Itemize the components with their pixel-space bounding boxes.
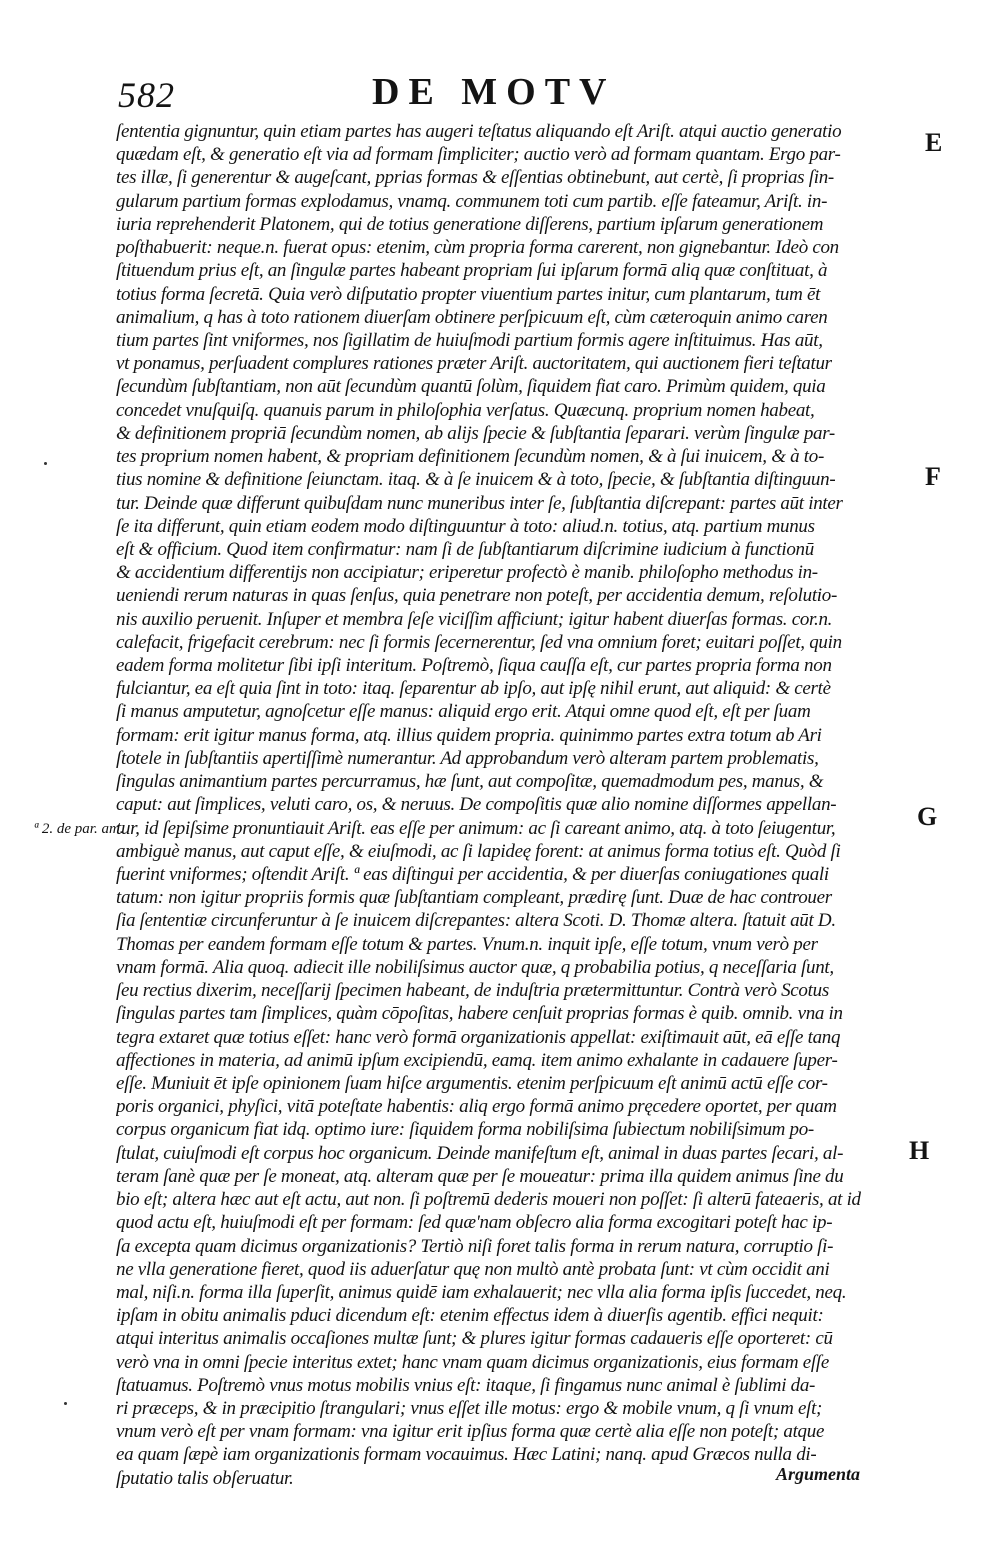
- text-line: ſtulat, cuiuſmodi eſt corpus hoc organicum. Deinde manifeſtum eſt, animal in duas partes ſecari, al-: [116, 1142, 844, 1164]
- text-line: quod actu eſt, huiuſmodi eſt per formam: ſed quæ'nam obſecro alia forma excogitari poteſt hac ip-: [116, 1212, 833, 1234]
- text-line: ſententia gignuntur, quin etiam partes has augeri teſtatus aliquando eſt Ariſt. atqui auctio generatio: [116, 121, 842, 142]
- text-line: ſa excepta quam dicimus organizationis? Tertiò niſi foret talis forma in rerum natura, corruptio ſi-: [116, 1235, 834, 1257]
- text-line: iuria reprehenderit Platonem, qui de totius generatione diſſerens, partium ipſarum generationem: [116, 213, 824, 235]
- text-line: nis auxilio peruenit. Inſuper et membra ſeſe viciſſim afficiunt; igitur habent diuerſas formas. cor.n.: [116, 608, 833, 630]
- text-line: poſthabuerit: neque.n. fuerat opus: etenim, cùm propria forma carerent, non gignebantur. Ideò con: [116, 237, 839, 259]
- text-line: Thomas per eandem formam eſſe totum & partes. Vnum.n. inquit ipſe, eſſe totum, vnum verò per: [116, 933, 818, 955]
- text-line: tur. Deinde quæ differunt quibuſdam nunc muneribus inter ſe, ſubſtantia diſcrepant: partes aūt inter: [116, 492, 843, 514]
- text-line: quædam eſt, & generatio eſt via ad formam ſimpliciter; auctio verò ad formam quantam. Ergo par-: [116, 144, 841, 166]
- text-line: ipſam in obitu animalis pduci dicendum eſt: etenim effectus idem à diuerſis agentib. effici nequit:: [116, 1305, 824, 1327]
- ink-speck: [44, 462, 47, 465]
- margin-letter-g: G: [917, 802, 938, 831]
- margin-letter-e: E: [925, 128, 943, 157]
- text-line: tegra extaret quæ totius eſſet: hanc verò formā organizationis appellat: exiſtimauit aūt, eā eſſe tanq: [116, 1026, 841, 1048]
- text-line: ueniendi rerum naturas in quas ſenſus, quia penetrare non poteſt, per accidentia demum, reſolutio-: [116, 585, 837, 607]
- catchword: Argumenta: [776, 1464, 861, 1484]
- text-line: gularum partium formas explodamus, vnamq. communem toti cum partib. eſſe fateamur, Ariſt. in-: [116, 190, 828, 212]
- text-line: ſi manus amputetur, agnoſcetur eſſe manus: aliquid ergo erit. Atqui omne quod eſt, eſt per ſuam: [116, 701, 811, 723]
- text-line: calefacit, frigefacit cerebrum: nec ſi formis ſecernerentur, ſed vna omnium foret; euitari poſſet, quin: [116, 631, 842, 653]
- text-line: eadem forma molitetur ſibi ipſi interitum. Poſtremò, ſiqua cauſſa eſt, cur partes propria forma non: [116, 655, 832, 677]
- text-line: poris organici, phyſici, vitā poteſtate habentis: aliq ergo formā animo pręcedere oportet, per quam: [116, 1096, 837, 1118]
- text-line: tatum: non igitur propriis formis quæ ſubſtantiam compleant, prædirę ſunt. Duæ de hac controuer: [116, 887, 832, 909]
- text-line: vnam formā. Alia quoq. adiecit ille nobiliſsimus auctor quæ, q probabilia potius, q neceſſaria ſunt,: [116, 956, 834, 978]
- text-line: ſeu rectius dixerim, neceſſarij ſpecimen habeant, de induſtria prætermittuntur. Contrà verò Scotus: [116, 980, 829, 1002]
- text-line: eſt & officium. Quod item confirmatur: nam ſi de ſubſtantiarum diſcrimine iudicium à functionū: [116, 538, 814, 560]
- text-line: tur, id ſepiſsime pronuntiauit Ariſt. eas eſſe per animum: ac ſi careant animo, atq. à toto ſeiugentur,: [116, 817, 836, 839]
- margin-letter-h: H: [909, 1136, 930, 1165]
- text-line: eſſe. Muniuit ēt ipſe opinionem ſuam hiſce argumentis. etenim perſpicuum eſt animū actū eſſe cor-: [116, 1072, 828, 1094]
- text-line: ſputatio talis obſeruatur.: [116, 1467, 294, 1489]
- text-line: ſia ſententiæ circunferuntur à ſe inuicem diſcrepantes: altera Scoti. D. Thomæ altera. ſtatuit aūt D.: [116, 910, 836, 932]
- text-line: mal, niſi.n. forma illa ſuperſit, animus quidē iam exhalauerit; nec vlla alia forma ipſis ſuccedet, neq.: [116, 1281, 847, 1303]
- text-line: vnum verò eſt per vnam formam: vna igitur erit ipſius forma quæ certè alia eſſe non poteſt; atque: [116, 1421, 825, 1443]
- text-line: fuerint vniformes; oſtendit Ariſt. ª eas diſtingui per accidentia, & per diuerſas coniugationes quali: [116, 864, 829, 885]
- text-line: caput: aut ſimplices, veluti caro, os, & neruus. De compoſitis quæ alio nomine diſſormes appellan-: [116, 794, 837, 816]
- text-line: tes illæ, ſi generentur & augeſcant, pprias formas & eſſentias obtinebunt, aut certè, ſi proprias ſin-: [116, 167, 834, 189]
- text-line: concedet vnuſquiſq. quanuis parum in philoſophia verſatus. Quæcunq. proprium nomen habeat,: [116, 399, 815, 421]
- text-line: affectiones in materia, ad animū ipſum excipiendū, eamq. item animo exhalante in cadauere ſuper-: [116, 1049, 838, 1071]
- text-line: teram ſanè quæ per ſe moneat, atq. alteram quæ per ſe moueatur: prima illa quidem animus ſine du: [116, 1165, 844, 1187]
- text-line: totius forma ſecretā. Quia verò diſputatio propter viuentium partes initur, cum plantarum, tum ēt: [116, 283, 821, 305]
- text-line: ne vlla generatione fieret, quod iis aduerſatur quę non multò antè probata ſunt: vt cùm occidit ani: [116, 1258, 830, 1280]
- text-line: corpus organicum fiat idq. optimo iure: ſiquidem forma nobiliſsima ſubiectum nobiliſsimum po-: [116, 1119, 814, 1141]
- text-line: ſtotele in ſubſtantiis apertiſſimè numerantur. Ad approbandum verò alteram partem problematis,: [116, 747, 819, 769]
- text-line: ea quam ſæpè iam organizationis formam vocauimus. Hæc Latini; nanq. apud Græcos nulla di-: [116, 1444, 817, 1466]
- text-line: tium partes ſint vniformes, nos ſigillatim de huiuſmodi partium formis agere inſtituimus. Has aūt,: [116, 329, 823, 351]
- text-line: ſingulas animantium partes percurramus, hæ ſunt, aut compoſitæ, quemadmodum pes, manus, &: [116, 771, 824, 793]
- text-line: atqui interitus animalis occaſiones multæ ſunt; & plures igitur formas cadaueris eſſe oporteret: cū: [116, 1328, 833, 1350]
- text-line: formam: erit igitur manus forma, atq. illius quidem propria. quinimmo partes extra totum ab Ari: [116, 724, 822, 746]
- text-line: & accidentium differentijs non accipiatur; eriperetur profectò è manib. philoſopho methodus in-: [116, 562, 818, 584]
- running-head: DE MOTV: [372, 71, 616, 113]
- margin-letter-f: F: [925, 462, 941, 491]
- text-line: ambiguè manus, aut caput eſſe, & eiuſmodi, ac ſi lapideę forent: at animus forma totius eſt. Quòd ſi: [116, 840, 841, 862]
- text-line: animalium, q has à toto rationem diuerſam obtinere perſpicuum eſt, cùm cæteroquin animo caren: [116, 306, 828, 328]
- text-line: tes proprium nomen habent, & propriam definitionem ſecundùm nomen, & à ſui inuicem, & à to-: [116, 446, 824, 468]
- page-number: 582: [118, 75, 175, 115]
- text-line: ſtituendum prius eſt, an ſingulæ partes habeant propriam ſui ipſarum formā aliq quæ conſtituat, à: [116, 260, 828, 282]
- text-line: ſecundùm ſubſtantiam, non aūt ſecundùm quantū ſolùm, ſiquidem fiat caro. Primùm quidem, quia: [116, 376, 826, 398]
- text-line: ri præceps, & in præcipitio ſtrangulari; vnus eſſet ille motus: ergo & mobile vnum, q ſi vnum eſt;: [116, 1398, 823, 1420]
- text-line: ſe ita differunt, quin etiam eodem modo diſtinguuntur à toto: aliud.n. totius, atq. partium munus: [116, 515, 815, 537]
- text-line: bio eſt; altera hæc aut eſt actu, aut non. ſi poſtremū dederis moueri non poſſet: ſi alterū fateaeris, at id: [116, 1189, 861, 1211]
- text-line: & definitionem propriā ſecundùm nomen, ab alijs ſpecie & ſubſtantia ſeparari. verùm ſingulæ par-: [116, 422, 835, 444]
- text-line: ſtatuamus. Poſtremò vnus motus mobilis vnius eſt: itaque, ſi fingamus nunc animal è ſublimi da-: [116, 1374, 816, 1396]
- text-line: tius nomine & definitione ſeiunctam. itaq. & à ſe inuicem & à toto, ſpecie, & ſubſtantia diſtinguun-: [116, 469, 836, 491]
- text-line: vt ponamus, perſuadent complures rationes præter Ariſt. auctoritatem, qui auctionem fieri teſtatur: [116, 353, 832, 375]
- text-line: fulciantur, ea eſt quia ſint in toto: itaq. ſeparentur ab ipſo, aut ipſę nihil erunt, aut aliquid: & certè: [116, 678, 831, 700]
- text-line: ſingulas partes tam ſimplices, quàm cōpoſitas, habere cenſuit proprias formas è quib. omnib. vna in: [116, 1003, 843, 1025]
- text-line: verò vna in omni ſpecie interitus extet; hanc vnam quam dicimus organizationis, eius formam eſſe: [116, 1351, 829, 1373]
- ink-speck: [64, 1402, 67, 1405]
- margin-note: ª 2. de par. am.: [34, 821, 124, 837]
- body-text: [116, 120, 916, 1490]
